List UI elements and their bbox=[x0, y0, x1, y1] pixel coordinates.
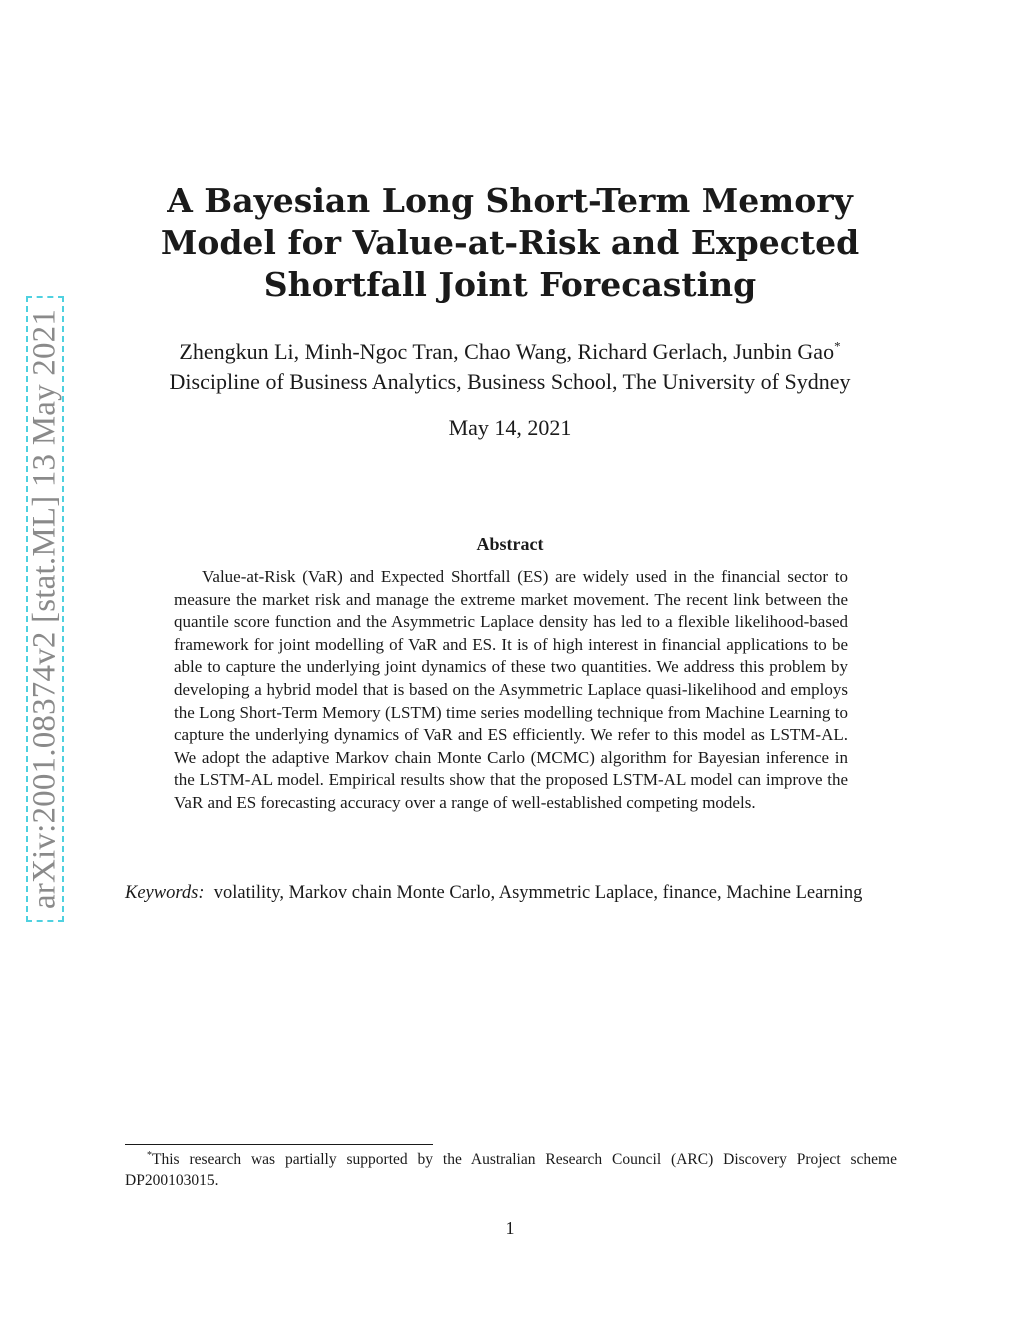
footnote-text: This research was partially supported by the Australian Research Council (ARC) Discovery Project scheme DP200103015. bbox=[125, 1151, 897, 1189]
abstract-body: Value-at-Risk (VaR) and Expected Shortfall (ES) are widely used in the financial sector to measure the market risk and manage the extreme market movement. The recent link between the quantile score function and the Asymmetric Laplace density has led to a flexible likelihood-based framework for joint modelling of VaR and ES. It is of high interest in financial applications to be able to capture the underlying joint dynamics of these two quantities. We address this problem by developing a hybrid model that is based on the Asymmetric Laplace quasi-likelihood and employs the Long Short-Term Memory (LSTM) time series modelling technique from Machine Learning to capture the underlying dynamics of VaR and ES efficiently. We refer to this model as LSTM-AL. We adopt the adaptive Markov chain Monte Carlo (MCMC) algorithm for Bayesian inference in the LSTM-AL model. Empirical results show that the proposed LSTM-AL model can improve the VaR and ES forecasting accuracy over a range of well-established competing models. bbox=[174, 567, 848, 812]
author-footnote-marker: * bbox=[834, 338, 841, 354]
arxiv-stamp-text: arXiv:2001.08374v2 [stat.ML] 13 May 2021 bbox=[26, 308, 63, 910]
author-block bbox=[100, 337, 920, 397]
keywords bbox=[125, 881, 897, 905]
keywords-label: Keywords: bbox=[125, 883, 205, 903]
abstract-heading: Abstract bbox=[476, 534, 544, 554]
affiliation: Discipline of Business Analytics, Business School, The University of Sydney bbox=[169, 369, 851, 394]
paper-title bbox=[150, 180, 870, 306]
author-names: Zhengkun Li, Minh-Ngoc Tran, Chao Wang, Richard Gerlach, Junbin Gao bbox=[179, 339, 835, 364]
footnote-marker: * bbox=[147, 1149, 152, 1161]
arxiv-stamp bbox=[26, 296, 64, 922]
keywords-text: volatility, Markov chain Monte Carlo, Asymmetric Laplace, finance, Machine Learning bbox=[213, 883, 863, 903]
title-line: Shortfall Joint Forecasting bbox=[263, 265, 757, 304]
paper-date: May 14, 2021 bbox=[448, 415, 572, 440]
footnote bbox=[125, 1149, 897, 1191]
page-number: 1 bbox=[505, 1218, 515, 1238]
title-line: Model for Value-at-Risk and Expected bbox=[160, 223, 860, 262]
title-line: A Bayesian Long Short-Term Memory bbox=[167, 181, 853, 220]
author-list bbox=[100, 337, 920, 367]
footnote-rule bbox=[125, 1144, 433, 1145]
